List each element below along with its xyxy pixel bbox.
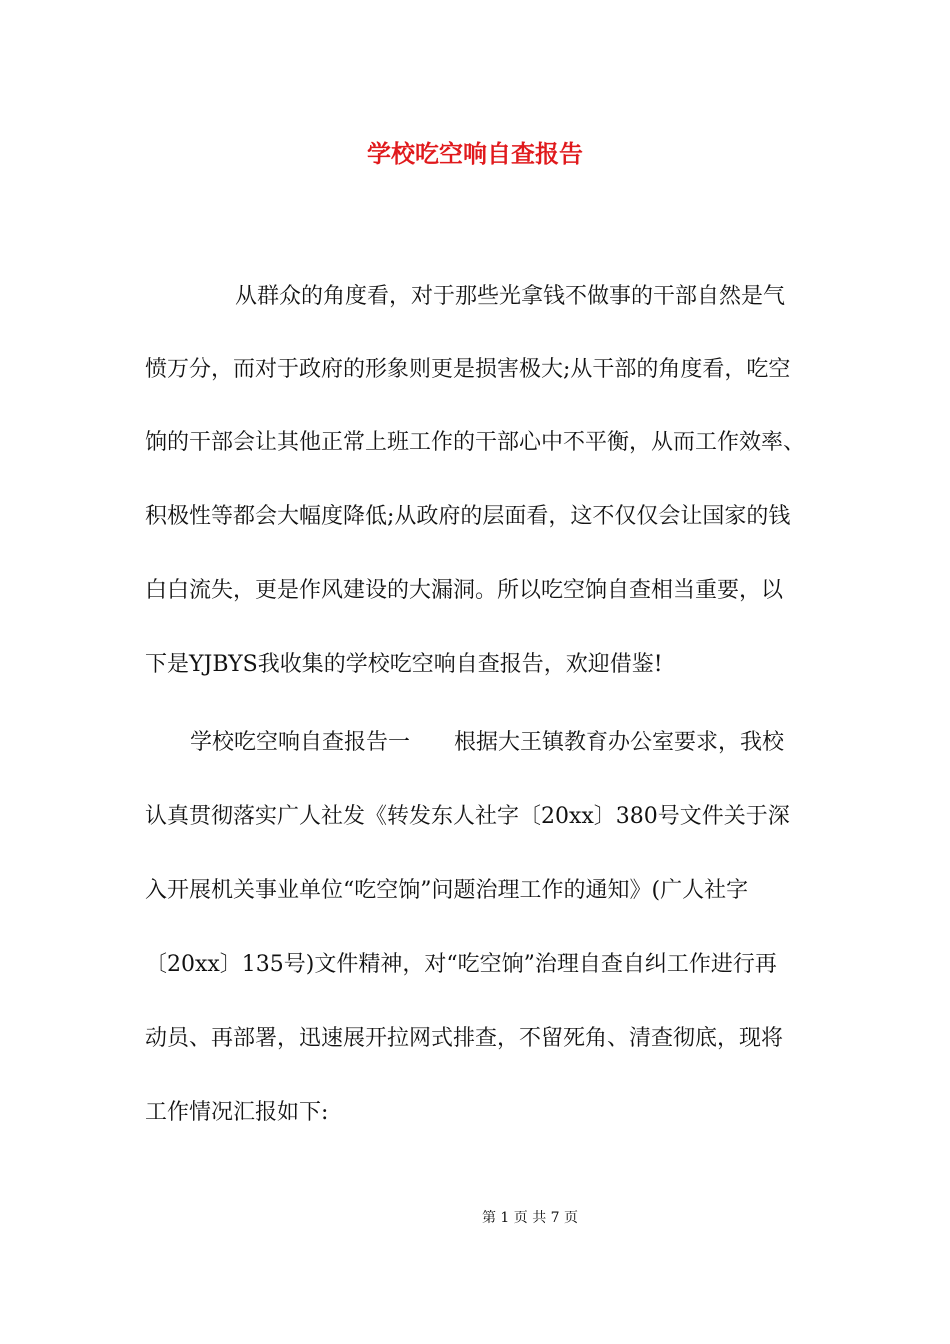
paragraph-line: 学校吃空响自查报告一 根据大王镇教育办公室要求，我校 [190,730,785,755]
paragraph-line: 下是YJBYS我收集的学校吃空响自查报告，欢迎借鉴! [145,652,663,677]
paragraph-line: 工作情况汇报如下: [145,1100,329,1125]
document-title: 学校吃空响自查报告 [367,139,583,168]
paragraph-line: 〔20xx〕135号)文件精神，对“吃空饷”治理自查自纠工作进行再 [145,952,777,977]
paragraph-line: 白白流失，更是作风建设的大漏洞。所以吃空饷自查相当重要，以 [145,578,784,603]
page-footer: 第 1 页 共 7 页 [481,1210,579,1226]
paragraph-line: 积极性等都会大幅度降低;从政府的层面看，这不仅仅会让国家的钱 [145,504,791,529]
paragraph-line: 入开展机关事业单位“吃空饷”问题治理工作的通知》(广人社字 [145,878,749,903]
paragraph-line: 饷的干部会让其他正常上班工作的干部心中不平衡，从而工作效率、 [145,430,806,455]
paragraph-line: 愤万分，而对于政府的形象则更是损害极大;从干部的角度看，吃空 [145,357,791,382]
paragraph-line: 动员、再部署，迅速展开拉网式排查，不留死角、清查彻底，现将 [145,1026,784,1051]
paragraph-line: 从群众的角度看，对于那些光拿钱不做事的干部自然是气 [235,284,786,309]
paragraph-line: 认真贯彻落实广人社发《转发东人社字〔20xx〕380号文件关于深 [145,804,790,829]
